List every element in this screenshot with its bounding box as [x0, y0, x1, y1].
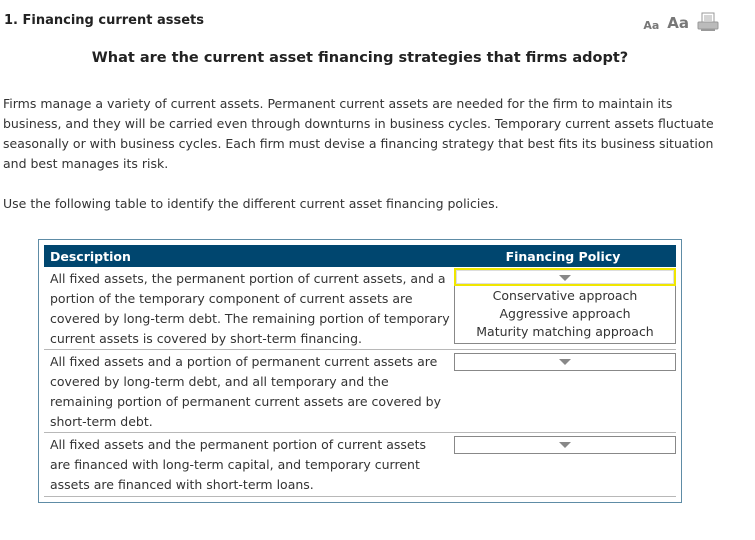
printer-icon[interactable] — [697, 12, 719, 32]
font-size-increase-button[interactable]: Aa — [667, 14, 689, 32]
row-description: All fixed assets, the permanent portion of current assets, and a portion of the temporary component of current assets are covered by long-term debt. The remaining portion of temporary current assets is covered by short-term financing. — [50, 271, 450, 346]
policy-select-1[interactable] — [454, 268, 676, 286]
dropdown-option-conservative[interactable]: Conservative approach — [492, 288, 638, 303]
chevron-down-icon — [559, 442, 571, 448]
font-size-decrease-button[interactable]: Aa — [643, 19, 660, 32]
policy-dropdown-menu — [454, 286, 676, 344]
description-header: Description — [50, 248, 131, 264]
policy-select-2[interactable] — [454, 353, 676, 371]
row-description: All fixed assets and a portion of permanent current assets are covered by long-term debt, and all temporary and the remaining portion of permanent current assets are covered by short-term debt. — [50, 354, 441, 429]
chevron-down-icon — [559, 359, 571, 365]
policy-select-3[interactable] — [454, 436, 676, 454]
financing-policy-table — [38, 239, 682, 503]
dropdown-option-maturity-matching[interactable]: Maturity matching approach — [476, 324, 654, 339]
instruction-text: Use the following table to identify the different current asset financing policies. — [3, 196, 499, 211]
question-header: 1. Financing current assets — [4, 13, 204, 28]
chevron-down-icon — [559, 275, 571, 281]
intro-paragraph: Firms manage a variety of current assets. Permanent current assets are needed for the firm to maintain its business, and they will be carried even through downturns in business cycles. Temporary current assets fluctuate seasonally or with business cycles. Each firm must devise a financing strategy that best fits its business situation and best manages its risk. — [3, 96, 714, 171]
question-title: What are the current asset financing strategies that firms adopt? — [91, 50, 629, 66]
row-description: All fixed assets and the permanent portion of current assets are financed with long-term capital, and temporary current assets are financed with short-term loans. — [50, 437, 427, 492]
table-header — [44, 245, 676, 267]
policy-header: Financing Policy — [505, 248, 621, 264]
toolbar — [643, 12, 719, 32]
table-row — [44, 433, 676, 497]
table-row — [44, 350, 676, 433]
table-row — [44, 267, 676, 350]
dropdown-option-aggressive[interactable]: Aggressive approach — [499, 306, 631, 321]
